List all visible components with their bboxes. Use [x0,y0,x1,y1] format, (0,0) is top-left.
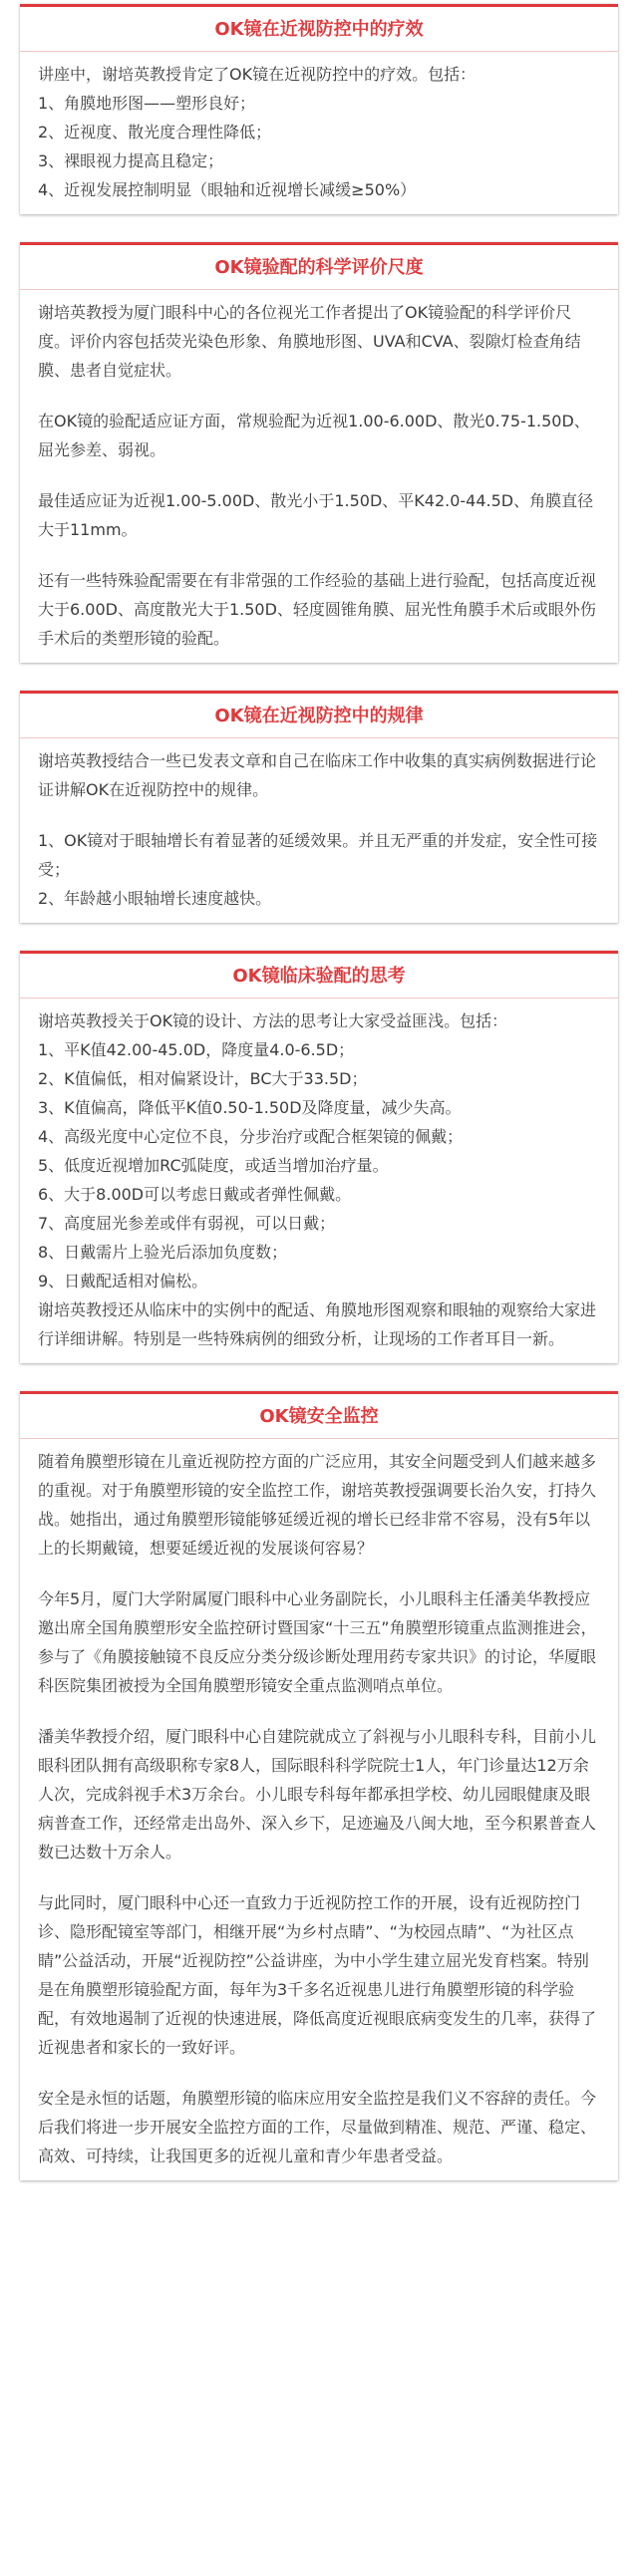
list-item: 4、近视发展控制明显（眼轴和近视增长减缓≥50%） [38,180,417,199]
section-body [20,738,618,923]
list-item: 4、高级光度中心定位不良，分步治疗或配合框架镜的佩戴； [38,1127,464,1146]
list-item: 5、低度近视增加RC弧陡度，或适当增加治疗量。 [38,1156,389,1175]
section-body [20,290,618,663]
paragraph: 还有一些特殊验配需要在有非常强的工作经验的基础上进行验配，包括高度近视大于6.00D、高度散光大于1.50D、轻度圆锥角膜、屈光性角膜手术后或眼外伤手术后的类塑形镜的验配。 [38,571,597,648]
paragraph: 今年5月，厦门大学附属厦门眼科中心业务副院长，小儿眼科主任潘美华教授应邀出席全国角膜塑形安全监控研讨暨国家“十三五”角膜塑形镜重点监测推进会，参与了《角膜接触镜不良反应分类分级诊断处理用药专家共识》的讨论，华厦眼科医院集团被授为全国角膜塑形镜安全重点监测哨点单位。 [38,1589,597,1695]
section-title: OK镜验配的科学评价尺度 [20,245,618,290]
list-item: 3、裸眼视力提高且稳定； [38,151,224,170]
pattern-list [38,826,600,913]
list-item: 8、日戴需片上验光后添加负度数； [38,1243,288,1262]
list-item: 7、高度屈光参差或伴有弱视，可以日戴； [38,1214,336,1233]
list-item: 1、平K值42.00-45.0D，降度量4.0-6.5D； [38,1040,355,1059]
section-body [20,1439,618,2180]
efficacy-list [38,89,600,204]
paragraph: 安全是永恒的话题，角膜塑形镜的临床应用安全监控是我们义不容辞的责任。今后我们将进一步开展安全监控方面的工作，尽量做到精准、规范、严谨、稳定、高效、可持续，让我国更多的近视儿童和青少年患者受益。 [38,2089,597,2165]
section-body [20,52,618,214]
section-intro: 谢培英教授关于OK镜的设计、方法的思考让大家受益匪浅。包括： [38,1011,508,1030]
paragraph: 最佳适应证为近视1.00-5.00D、散光小于1.50D、平K42.0-44.5D、角膜直径大于11mm。 [38,491,594,539]
section-title: OK镜在近视防控中的规律 [20,694,618,738]
list-item: 1、OK镜对于眼轴增长有着显著的延缓效果。并且无严重的并发症，安全性可接受； [38,831,598,879]
list-item: 6、大于8.00D可以考虑日戴或者弹性佩戴。 [38,1185,352,1204]
section-title: OK镜临床验配的思考 [20,954,618,999]
section-intro: 讲座中，谢培英教授肯定了OK镜在近视防控中的疗效。包括： [38,65,477,84]
paragraph: 谢培英教授为厦门眼科中心的各位视光工作者提出了OK镜验配的科学评价尺度。评价内容包括荧光染色形象、角膜地形图、UVA和CVA、裂隙灯检查角结膜、患者自觉症状。 [38,303,581,380]
list-item: 2、K值偏低，相对偏紧设计，BC大于33.5D； [38,1069,368,1088]
evaluation-card [20,242,618,663]
paragraph: 在OK镜的验配适应证方面，常规验配为近视1.00-6.00D、散光0.75-1.50D、屈光参差、弱视。 [38,412,590,459]
section-intro: 谢培英教授结合一些已发表文章和自己在临床工作中收集的真实病例数据进行论证讲解OK在近视防控中的规律。 [38,751,597,799]
fitting-list [38,1035,600,1295]
list-item: 1、角膜地形图——塑形良好； [38,94,256,113]
pattern-card [20,691,618,923]
section-outro: 谢培英教授还从临床中的实例中的配适、角膜地形图观察和眼轴的观察给大家进行详细讲解。特别是一些特殊病例的细致分析，让现场的工作者耳目一新。 [38,1300,597,1348]
list-item: 3、K值偏高，降低平K值0.50-1.50D及降度量，减少失高。 [38,1098,462,1117]
paragraph: 潘美华教授介绍，厦门眼科中心自建院就成立了斜视与小儿眼科专科，目前小儿眼科团队拥有高级职称专家8人，国际眼科科学院院士1人，年门诊量达12万余人次，完成斜视手术3万余台。小儿眼专科每年都承担学校、幼儿园眼健康及眼病普查工作，还经常走出岛外、深入乡下，足迹遍及八闽大地，至今积累普查人数已达数十万余人。 [38,1727,597,1861]
list-item: 9、日戴配适相对偏松。 [38,1272,208,1290]
list-item: 2、近视度、散光度合理性降低； [38,123,272,142]
efficacy-card [20,4,618,214]
section-title: OK镜在近视防控中的疗效 [20,7,618,52]
section-body [20,999,618,1363]
paragraph: 与此同时，厦门眼科中心还一直致力于近视防控工作的开展，设有近视防控门诊、隐形配镜室等部门，相继开展“为乡村点睛”、“为校园点睛”、“为社区点睛”公益活动，开展“近视防控”公益讲座，为中小学生建立屈光发育档案。特别是在角膜塑形镜验配方面，每年为3千多名近视患儿进行角膜塑形镜的科学验配，有效地遏制了近视的快速进展，降低高度近视眼底病变发生的几率，获得了近视患者和家长的一致好评。 [38,1893,597,2057]
section-title: OK镜安全监控 [20,1394,618,1439]
clinical-fitting-card [20,951,618,1363]
paragraph: 随着角膜塑形镜在儿童近视防控方面的广泛应用，其安全问题受到人们越来越多的重视。对于角膜塑形镜的安全监控工作，谢培英教授强调要长治久安，打持久战。她指出，通过角膜塑形镜能够延缓近视的增长已经非常不容易，没有5年以上的长期戴镜，想要延缓近视的发展谈何容易？ [38,1452,597,1558]
safety-card [20,1391,618,2180]
list-item: 2、年龄越小眼轴增长速度越快。 [38,889,272,908]
